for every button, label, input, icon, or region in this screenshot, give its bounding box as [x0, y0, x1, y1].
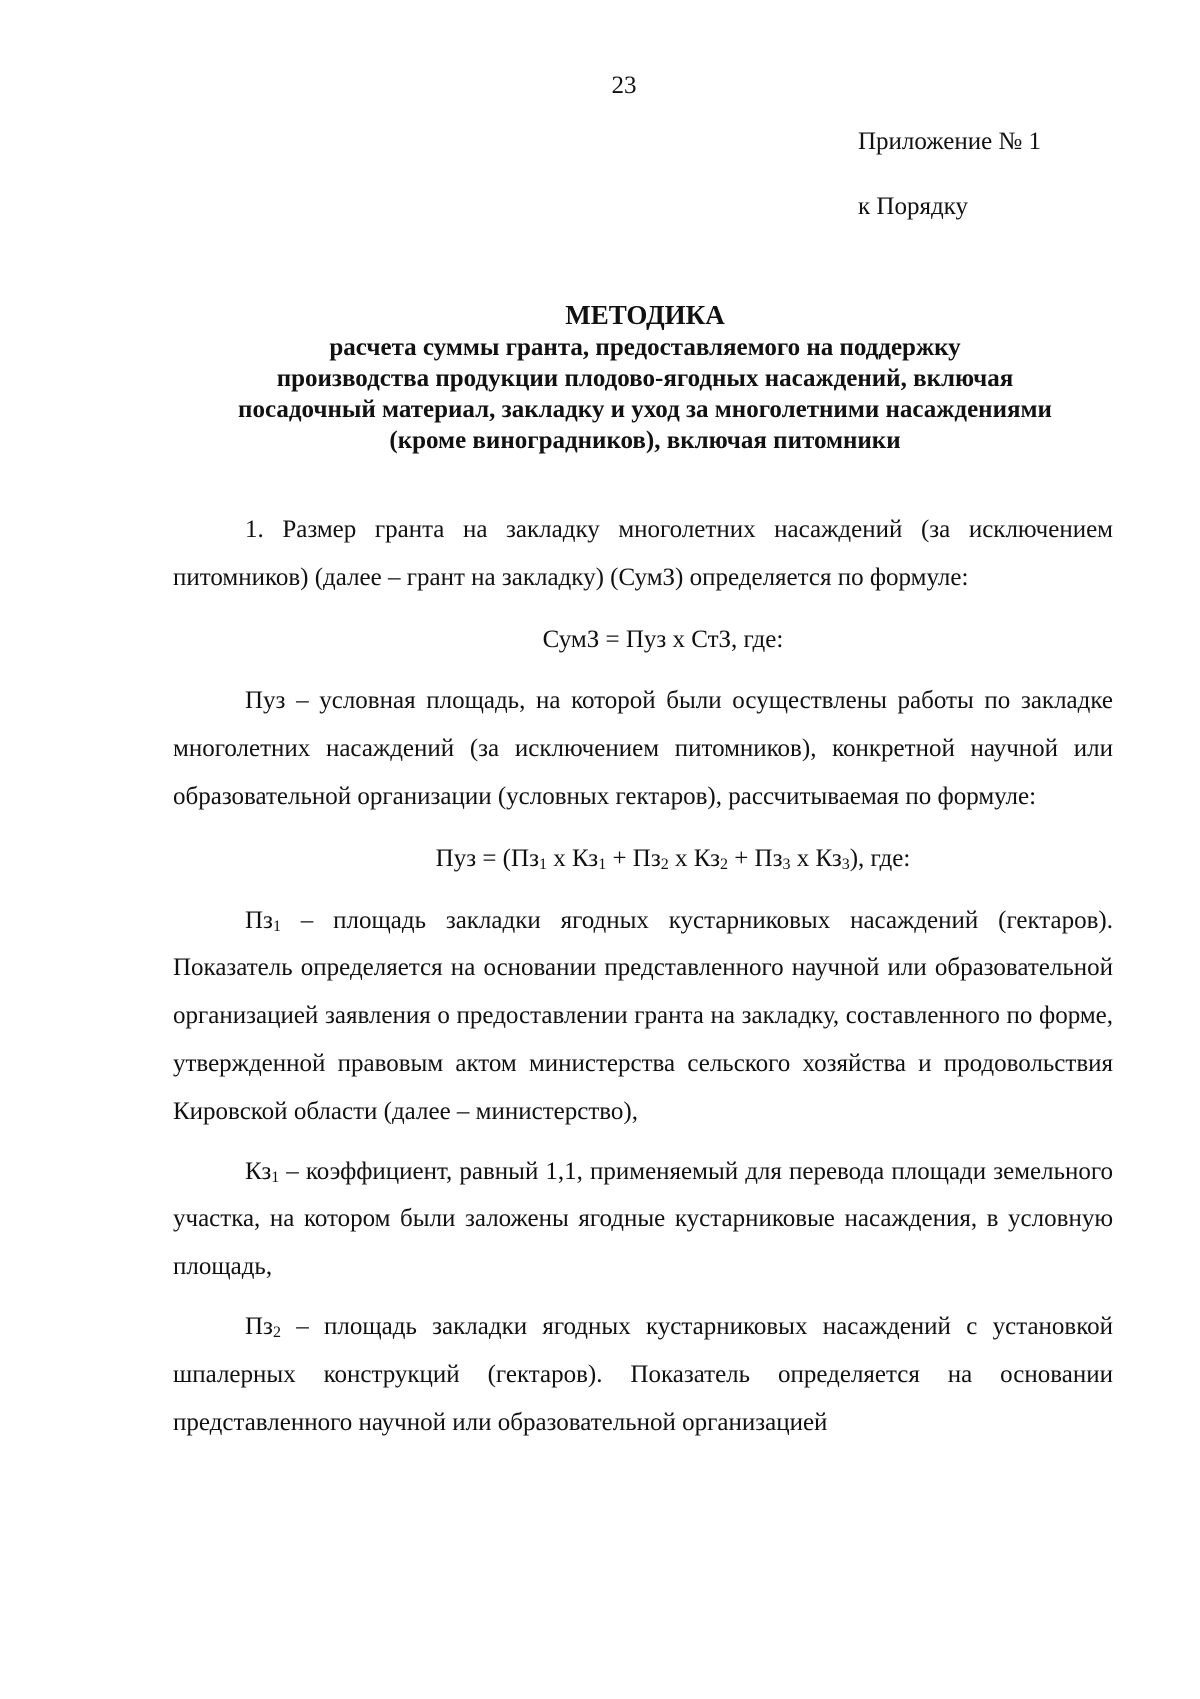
document-body — [173, 506, 1113, 1446]
paragraph-kz1-definition: $Кз_1$ – коэффициент, равный 1,1, применяемый для перевода площади земельного участка, на котором были заложены ягодные кустарниковые насаждения, в условную площадь, — [173, 1157, 1113, 1281]
paragraph-pz1-definition: $Пз_1$ – площадь закладки ягодных кустарниковых насаждений (гектаров). Показатель определяется на основании представленного научной или образовательной организацией заявления о предоставлении гранта на закладку, составленного по форме, утвержденной правовым актом министерства сельского хозяйства и продовольствия Кировской области (далее – министерство), — [173, 906, 1113, 1125]
appendix-label: Приложение № 1 — [858, 128, 1042, 155]
title-line-3: посадочный материал, закладку и уход за многолетними насаждениями — [238, 396, 1052, 423]
page-number: 23 — [611, 72, 637, 99]
formula-sum-grant: СумЗ = Пуз х СтЗ, где: — [542, 625, 784, 653]
paragraph-grant-size: 1. Размер гранта на закладку многолетних насаждений (за исключением питомников) (далее – грант на закладку) (СумЗ) определяется по формуле: — [173, 516, 1113, 591]
title-line-1: расчета суммы гранта, предоставляемого на поддержку — [329, 334, 961, 361]
title-line-4: (кроме виноградников), включая питомники — [389, 427, 901, 454]
paragraph-conditional-area: Пуз – условная площадь, на которой были осуществлены работы по закладке многолетних насаждений (за исключением питомников), конкретной научной или образовательной организации (условных гектаров), рассчитываемая по формуле: — [173, 687, 1113, 810]
document-heading: МЕТОДИКА — [565, 300, 725, 330]
paragraph-pz2-definition: $Пз_2$ – площадь закладки ягодных кустарниковых насаждений с установкой шпалерных конструкций (гектаров). Показатель определяется на основании представленного научной или образовательной организацией — [173, 1312, 1113, 1436]
document-title-block — [150, 298, 1140, 456]
appendix-reference: к Порядку — [858, 193, 968, 220]
title-line-2: производства продукции плодово-ягодных насаждений, включая — [276, 365, 1014, 392]
formula-conditional-area: Пуз = ($Пз_1$ х $Кз_1 + Пз_2$ х $Кз_2 + Пз_3$ х $Кз_3$), где: — [435, 844, 911, 873]
